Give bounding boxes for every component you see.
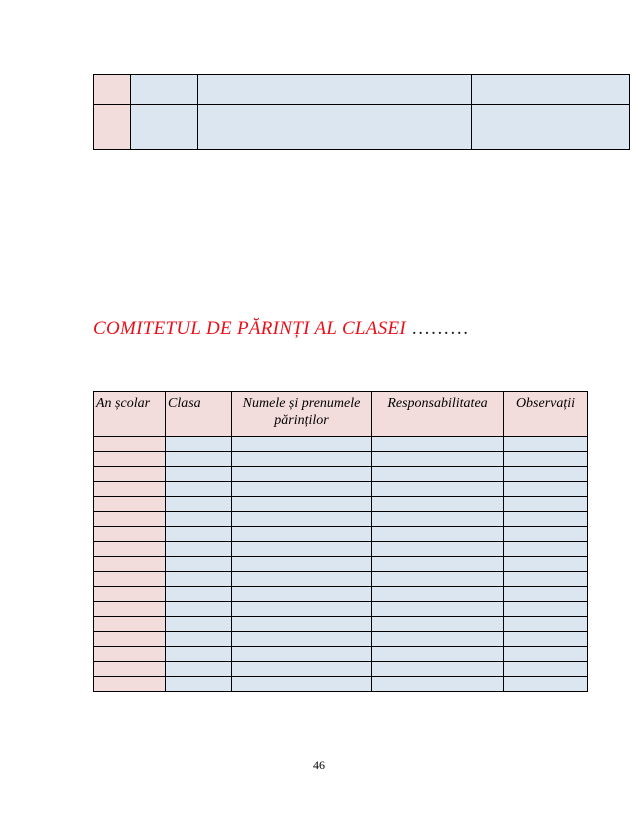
table-cell [94,557,166,572]
table-cell [372,557,504,572]
table-cell [166,662,232,677]
table-cell [504,437,588,452]
table-cell [94,572,166,587]
table-cell [372,527,504,542]
table-row [94,497,588,512]
table-cell [504,677,588,692]
table-cell [94,527,166,542]
table-cell [166,527,232,542]
table-cell [166,617,232,632]
table-cell [232,617,372,632]
table-cell [504,572,588,587]
table-cell [504,497,588,512]
table-cell [166,497,232,512]
table-cell [472,105,630,150]
table-cell [232,467,372,482]
table-cell [166,572,232,587]
table-row [94,647,588,662]
table-cell [232,497,372,512]
table-cell [504,662,588,677]
table-cell [372,617,504,632]
table-cell [94,75,131,105]
table-cell [504,617,588,632]
table-cell [504,452,588,467]
table-row [94,527,588,542]
top-table [93,74,630,150]
table-cell [232,527,372,542]
table-cell [372,662,504,677]
table-cell [372,632,504,647]
table-cell [372,542,504,557]
table-cell [504,467,588,482]
table-cell [166,467,232,482]
table-row [94,542,588,557]
committee-header-row [94,392,588,437]
table-cell [94,677,166,692]
table-cell [94,437,166,452]
table-cell [372,677,504,692]
table-cell [232,572,372,587]
table-row [94,587,588,602]
table-cell [94,452,166,467]
table-cell [232,557,372,572]
committee-heading [93,318,613,340]
table-cell [131,105,198,150]
table-cell [166,452,232,467]
table-row [94,467,588,482]
table-cell [472,75,630,105]
table-cell [94,647,166,662]
table-cell [504,542,588,557]
table-cell [232,542,372,557]
column-header-clasa: Clasa [166,392,232,437]
table-row [94,662,588,677]
table-cell [166,647,232,662]
table-cell [94,617,166,632]
table-cell [232,602,372,617]
table-cell [166,542,232,557]
table-row [94,482,588,497]
table-cell [232,632,372,647]
table-cell [232,482,372,497]
table-row [94,557,588,572]
committee-table [93,391,588,692]
table-row [94,632,588,647]
table-cell [166,677,232,692]
table-cell [232,587,372,602]
column-header-numele: Numele și prenumele părinților [232,392,372,437]
table-cell [166,437,232,452]
table-cell [166,602,232,617]
table-cell [94,602,166,617]
table-cell [94,632,166,647]
table-cell [504,512,588,527]
table-cell [372,647,504,662]
table-cell [166,557,232,572]
committee-table-body [94,437,588,692]
table-cell [131,75,198,105]
column-header-observatii: Observații [504,392,588,437]
table-cell [504,587,588,602]
table-row [94,617,588,632]
table-cell [166,632,232,647]
table-cell [198,105,472,150]
table-cell [94,482,166,497]
table-cell [372,587,504,602]
table-cell [94,467,166,482]
table-row [94,437,588,452]
page-number: 46 [313,758,325,772]
table-cell [166,587,232,602]
table-cell [94,662,166,677]
table-row [94,105,630,150]
column-header-responsabilitatea: Responsabilitatea [372,392,504,437]
table-cell [166,512,232,527]
table-row [94,572,588,587]
table-cell [166,482,232,497]
table-cell [232,677,372,692]
column-header-an-scolar: An școlar [94,392,166,437]
table-row [94,512,588,527]
table-cell [94,105,131,150]
table-cell [504,632,588,647]
table-cell [372,572,504,587]
table-cell [232,452,372,467]
table-cell [94,497,166,512]
committee-heading-dots: ……… [411,318,470,339]
table-cell [232,647,372,662]
table-cell [232,437,372,452]
table-cell [372,602,504,617]
table-row [94,602,588,617]
table-cell [504,602,588,617]
table-cell [504,647,588,662]
table-cell [372,467,504,482]
committee-heading-title: COMITETUL DE PĂRINȚI AL CLASEI [93,318,407,339]
table-cell [504,557,588,572]
table-cell [372,452,504,467]
table-cell [372,497,504,512]
table-cell [504,527,588,542]
table-cell [94,542,166,557]
table-cell [504,482,588,497]
table-cell [198,75,472,105]
table-row [94,452,588,467]
table-cell [372,482,504,497]
table-cell [94,587,166,602]
table-cell [94,512,166,527]
table-row [94,677,588,692]
table-cell [232,512,372,527]
table-cell [372,437,504,452]
table-row [94,75,630,105]
table-cell [232,662,372,677]
table-cell [372,512,504,527]
